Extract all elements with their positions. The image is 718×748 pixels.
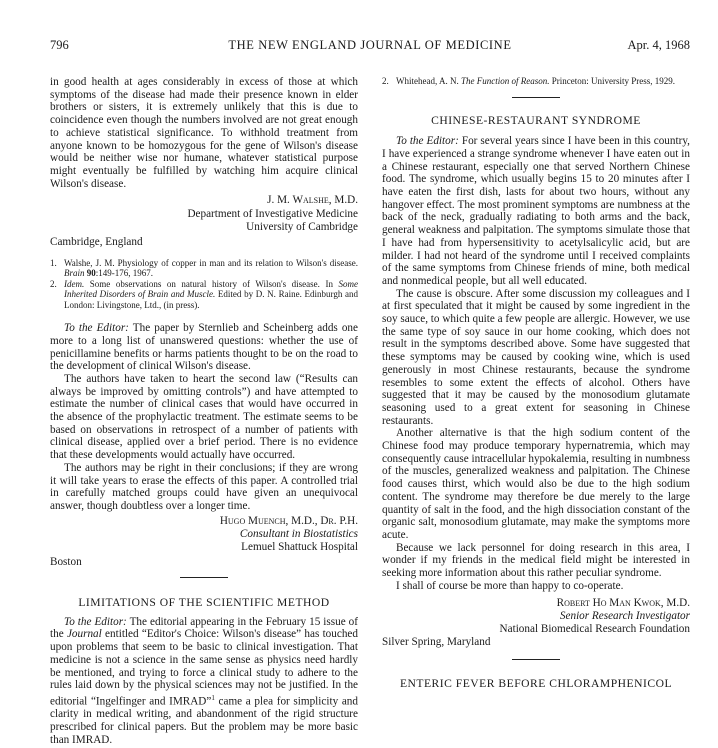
letter-paragraph: The authors may be right in their conclusions; if they are wrong it will take years to erase the effects of this paper. A controlled trial in carefully matched groups could have given an unequivocal answer, though doubtless over a longer time. [50,461,358,512]
reference-text: Idem. Some observations on natural history of Wilson's disease. In Some Inherited Disorders of Brain and Muscle. Edited by D. N. Raine. Edinburgh and London: Livingstone, Ltd., (in press). [64,278,358,310]
reference-number: 2. [382,76,389,86]
reference-item [50,258,358,279]
page-number: 796 [50,38,69,52]
muench-letter [50,322,358,569]
author-title: Consultant in Biostatistics [239,527,358,540]
section-divider [512,659,560,660]
author-name: Hugo Muench, M.D., Dr. P.H. [219,514,358,527]
limitations-paragraph: To the Editor: The editorial appearing in the February 15 issue of the Journal entitled “Editor's Choice: Wilson's disease” has touched upon problems that seem to be basic to clinical investigation. That medicine is not a science in the same sense as physics need hardly be mentioned, and trying to force a clinical study to adhere to the rules laid down by the physical sciences may not be justified. In the editorial “Ingelfinger and IMRAD”$^1$ came a plea for simplicity and clarity in medical writing, and abandonment of the rigid structure prescribed for clinical papers. But the problem may be more basic than IMRAD. [50,615,358,746]
author-title: Senior Research Investigator [559,609,690,622]
letter-paragraph: The authors have taken to heart the second law (“Results can always be improved by omitting controls”) and have attempted to estimate the number of clinical cases that would have occurred in the absence of the prophylactic treatment. The estimate seems to be based on observations in retrospect of a number of patients with clinical disease, applied over a brief period. There is no evidence that these developments would actually have occurred. [50,372,358,462]
running-header [50,38,690,54]
issue-date: Apr. 4, 1968 [627,38,690,52]
letter-paragraph: I shall of course be more than happy to co-operate. [396,579,624,592]
author-foundation: National Biomedical Research Foundation [499,622,690,635]
reference-number: 1. [50,257,57,268]
reference-text: Walshe, J. M. Physiology of copper in man and its relation to Wilson's disease. Brain 90:149-176, 1967. [64,257,358,279]
section-divider [512,97,560,98]
section-heading: ENTERIC FEVER BEFORE CHLORAMPHENICOL [399,676,673,690]
section-heading: LIMITATIONS OF THE SCIENTIFIC METHOD [78,596,330,609]
section-divider [180,577,228,578]
letter-paragraph: To the Editor: For several years since I have been in this country, I have experienced a strange syndrome whenever I have eaten out in a Chinese restaurant, especially one that served Northern Chinese food. The syndrome, which usually begins 15 to 20 minutes after I have eaten the first dish, lasts for about two hours, without any hangover effect. The most prominent symptoms are numbness at the back of the neck, gradually radiating to both arms and the back, general weakness and palpitation. The symptoms simulate those that I have had from hypersensitivity to acetylsalicylic acid, but are milder. I had not heard of the syndrome until I received complaints of the same symptoms from Chinese friends of mine, both medical and nonmedical people, but all well educated. [382,135,690,287]
author-name: J. M. Walshe, M.D. [267,194,358,207]
letter-paragraph: The cause is obscure. After some discussion my colleagues and I at first speculated that it might be caused by some ingredient in the soy sauce, to which quite a few people are allergic. However, we use the same type of soy sauce in our home cooking, which does not result in the symptoms described above. Some have suggested that these symptoms may be caused by cooking wine, which is used generously in most Chinese restaurants, because the syndrome resembles to some extent the effects of alcohol. Others have suggested that it may be caused by the monosodium glutamate seasoning used to a great extent for seasoning in Chinese restaurants. [382,287,690,427]
walshe-signature [50,194,358,234]
letter-paragraph: Because we lack personnel for doing research in this area, I wonder if my friends in the medical field might be interested in seeking more information about this rather peculiar syndrome. [382,541,690,580]
reference-item [382,76,690,87]
author-department: Department of Investigative Medicine [187,207,358,220]
right-column [382,76,690,691]
left-column [50,76,358,746]
reference-item [50,279,358,311]
author-location: Cambridge, England [50,235,143,248]
reference-number: 2. [50,278,57,289]
author-university: University of Cambridge [246,220,358,233]
reference-list [382,76,690,87]
csr-letter [382,135,690,649]
author-name: Robert Ho Man Kwok, M.D. [556,596,690,609]
author-hospital: Lemuel Shattuck Hospital [241,541,358,554]
letter-paragraph: Another alternative is that the high sodium content of the Chinese food may produce temporary hypernatremia, which may consequently cause intracellular hypokalemia, resulting in numbness of the muscles, generalized weakness and palpitation. The Chinese food causes thirst, which would also be due to the high sodium content. The syndrome may therefore be due merely to the large quantity of salt in the food, and the high dissociation constant of the organic salt, monosodium glutamate, may make the symptoms more acute. [382,427,690,541]
journal-title: THE NEW ENGLAND JOURNAL OF MEDICINE [228,38,512,52]
author-location: Boston [50,556,82,569]
section-heading: CHINESE-RESTAURANT SYNDROME [431,113,641,127]
muench-signature [50,515,358,555]
letter-paragraph: To the Editor: The paper by Sternlieb and Scheinberg adds one more to a long list of unanswered questions: whether the use of penicillamine benefits or harms patients thought to be on the road to the development of clinical Wilson's disease. [50,322,358,373]
reference-list [50,258,358,311]
reference-text: Whitehead, A. N. The Function of Reason. Princeton: University Press, 1929. [396,76,675,86]
author-location: Silver Spring, Maryland [382,636,491,649]
kwok-signature [382,597,690,637]
wilson-letter-ending: in good health at ages considerably in excess of those at which symptoms of the disease had made their presence known in elder brothers or sisters, it is extremely unlikely that this is due to coincidence even though the numbers involved are not great enough to achieve statistical significance. To withhold treatment from anyone known to be homozygous for the gene of Wilson's disease would be neither wise nor humane, whatever statistical purpose might eventually be fulfilled by watching him acquire clinical Wilson's disease. [50,76,358,190]
